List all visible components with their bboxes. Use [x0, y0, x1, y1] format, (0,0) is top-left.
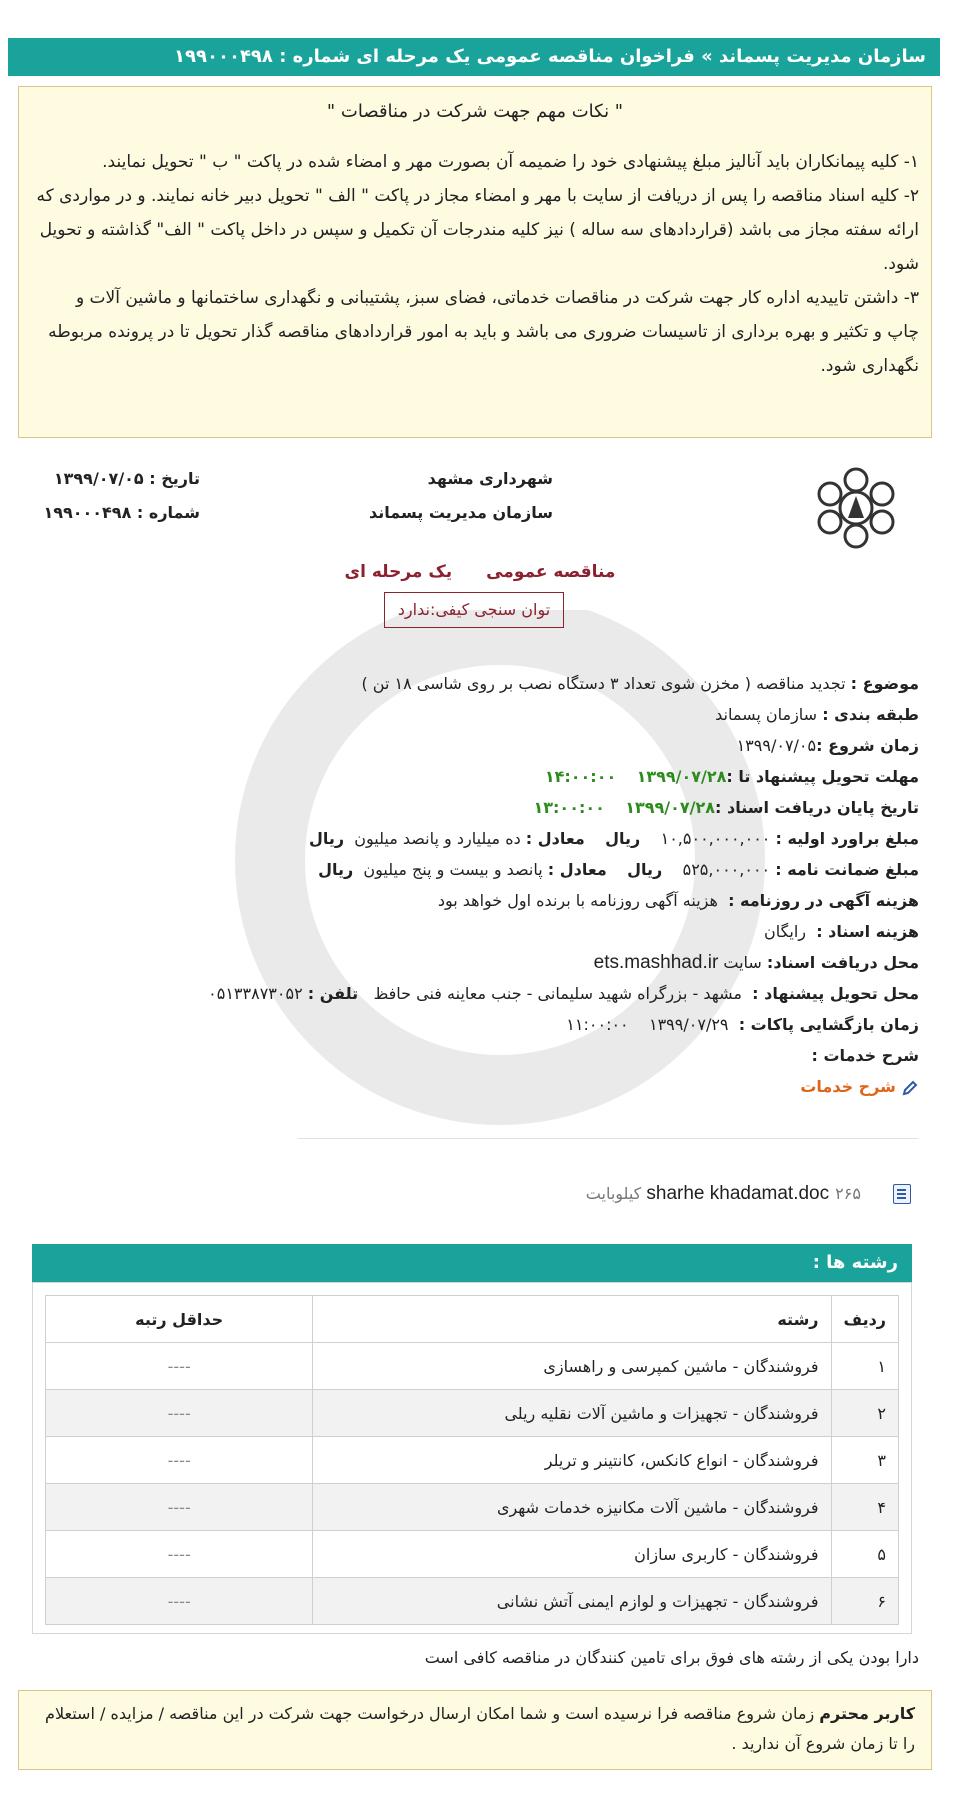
note-line: ۳- داشتن تاییدیه اداره کار جهت شرکت در مناقصات خدماتی، فضای سبز، پشتیبانی و نگهداری ساختمانها و ماشین آلات و [75, 288, 919, 308]
table-row [46, 1343, 899, 1390]
row-index: ۴ [831, 1484, 898, 1531]
attachment-row [586, 1182, 911, 1205]
divider [298, 1138, 918, 1139]
estimate-words-rial: ریال [309, 829, 345, 848]
municipality-name: شهرداری مشهد [427, 469, 553, 488]
guarantee-equal-label: معادل : [547, 860, 607, 879]
start-value: ۱۳۹۹/۰۷/۰۵ [736, 736, 817, 755]
mashhad-municipality-logo-icon [806, 462, 906, 552]
doc-cost-value: رایگان [763, 922, 807, 941]
delivery-value: مشهد - بزرگراه شهید سلیمانی - جنب معاینه فنی حافظ [373, 984, 742, 1003]
table-row [46, 1390, 899, 1437]
opening-label: زمان بازگشایی پاکات : [738, 1015, 919, 1034]
row-field: فروشندگان - تجهیزات و لوازم ایمنی آتش نشانی [313, 1578, 831, 1625]
estimate-label: مبلغ براورد اولیه : [775, 829, 919, 848]
subject-value: تجدید مناقصه ( مخزن شوی تعداد ۳ دستگاه نصب بر روی شاسی ۱۸ تن ) [361, 674, 846, 693]
fields-note: دارا بودن یکی از رشته های فوق برای تامین کنندگان در مناقصه کافی است [424, 1648, 919, 1667]
estimate-value: ۱۰,۵۰۰,۰۰۰,۰۰۰ [660, 829, 771, 848]
deadline-date: ۱۳۹۹/۰۷/۲۸ [636, 767, 727, 786]
number-value: ۱۹۹۰۰۰۴۹۸ [43, 503, 132, 522]
doc-place-site-link[interactable]: ets.mashhad.ir [593, 952, 719, 973]
warning-title: کاربر محترم [819, 1704, 915, 1723]
doc-cost-label: هزینه اسناد : [816, 922, 919, 941]
date-value: ۱۳۹۹/۰۷/۰۵ [53, 469, 144, 488]
delivery-label: محل تحویل پیشنهاد : [752, 984, 919, 1003]
opening-time: ۱۱:۰۰:۰۰ [566, 1015, 629, 1034]
org-names [369, 462, 553, 530]
row-min-rank: ---- [46, 1531, 313, 1578]
guarantee-label: مبلغ ضمانت نامه : [775, 860, 919, 879]
row-min-rank: ---- [46, 1343, 313, 1390]
page-header-title: سازمان مدیریت پسماند » فراخوان مناقصه عمومی یک مرحله ای شماره : ۱۹۹۰۰۰۴۹۸ [8, 38, 940, 76]
ad-cost-value: هزینه آگهی روزنامه با برنده اول خواهد بود [437, 891, 718, 910]
row-field: فروشندگان - کاربری سازان [313, 1531, 831, 1578]
header-row-index: ردیف [831, 1296, 898, 1343]
organization-name: سازمان مدیریت پسماند [369, 503, 553, 522]
guarantee-words-rial: ریال [318, 860, 354, 879]
header-min-rank: حداقل رتبه [46, 1296, 313, 1343]
row-index: ۲ [831, 1390, 898, 1437]
date-number-block [40, 462, 200, 530]
start-label: زمان شروع : [816, 736, 919, 755]
deadline-label: مهلت تحویل پیشنهاد تا : [726, 767, 919, 786]
docs-end-date: ۱۳۹۹/۰۷/۲۸ [625, 798, 716, 817]
table-row [46, 1531, 899, 1578]
notes-title: " نکات مهم جهت شرکت در مناقصات " [326, 101, 624, 122]
start-time-warning [18, 1690, 932, 1770]
row-field: فروشندگان - ماشین آلات مکانیزه خدمات شهری [313, 1484, 831, 1531]
important-notes-box [18, 86, 932, 438]
row-field: فروشندگان - تجهیزات و ماشین آلات نقلیه ریلی [313, 1390, 831, 1437]
note-line: نگهداری شود. [820, 356, 919, 376]
row-index: ۱ [831, 1343, 898, 1390]
attachment-size-value: ۲۶۵ [835, 1184, 861, 1203]
pencil-icon [901, 1079, 919, 1097]
fields-table-container [32, 1282, 912, 1634]
row-field: فروشندگان - ماشین کمپرسی و راهسازی [313, 1343, 831, 1390]
tender-details [59, 668, 919, 1102]
estimate-equal-label: معادل : [525, 829, 585, 848]
estimate-rial: ریال [605, 829, 641, 848]
table-row [46, 1484, 899, 1531]
table-row [46, 1437, 899, 1484]
table-header-row [46, 1296, 899, 1343]
tender-type-stage: یک مرحله ای [344, 562, 453, 582]
row-field: فروشندگان - انواع کانکس، کانتینر و تریلر [313, 1437, 831, 1484]
note-line: ۱- کلیه پیمانکاران باید آنالیز مبلغ پیشنهادی خود را ضمیمه آن بصورت مهر و امضاء شده در پاکت " ب " تحویل نمایند. [102, 152, 919, 172]
row-index: ۳ [831, 1437, 898, 1484]
qualification-box: توان سنجی کیفی:ندارد [384, 592, 564, 628]
estimate-words: ده میلیارد و پانصد میلیون [354, 829, 521, 848]
opening-date: ۱۳۹۹/۰۷/۲۹ [648, 1015, 729, 1034]
phone-value: ۰۵۱۳۳۸۷۳۰۵۲ [208, 984, 303, 1003]
date-label: تاریخ : [149, 469, 200, 488]
note-line: شود. [882, 254, 919, 274]
doc-place-label: محل دریافت اسناد: [766, 953, 919, 972]
header-field: رشته [313, 1296, 831, 1343]
docs-end-label: تاریخ پایان دریافت اسناد : [715, 798, 919, 817]
row-min-rank: ---- [46, 1437, 313, 1484]
tender-type [300, 562, 660, 582]
attachment-size-unit: کیلوبایت [585, 1184, 642, 1203]
category-label: طبقه بندی : [822, 705, 919, 724]
guarantee-value: ۵۲۵,۰۰۰,۰۰۰ [682, 860, 771, 879]
subject-label: موضوع : [850, 674, 919, 693]
row-index: ۵ [831, 1531, 898, 1578]
word-document-icon [893, 1184, 911, 1204]
note-line: ۲- کلیه اسناد مناقصه را پس از دریافت از سایت با مهر و امضاء مجاز در پاکت " الف " تحویل دبیر خانه نمایند. و در مواردی که [36, 186, 919, 206]
guarantee-rial: ریال [627, 860, 663, 879]
row-min-rank: ---- [46, 1484, 313, 1531]
fields-table [45, 1295, 899, 1625]
deadline-time: ۱۴:۰۰:۰۰ [544, 767, 617, 786]
note-line: چاپ و تکثیر و بهره برداری از تاسیسات ضروری می باشد و باید به امور قراردادهای مناقصه گذار تحویل تا در پرونده مربوطه [48, 322, 919, 342]
services-label: شرح خدمات : [811, 1046, 919, 1065]
services-link[interactable] [800, 1077, 919, 1096]
tender-type-public: مناقصه عمومی [486, 562, 616, 582]
ad-cost-label: هزینه آگهی در روزنامه : [728, 891, 919, 910]
number-label: شماره : [136, 503, 200, 522]
attachment-link[interactable]: sharhe khadamat.doc [646, 1183, 830, 1204]
guarantee-words: پانصد و بیست و پنج میلیون [363, 860, 543, 879]
row-min-rank: ---- [46, 1390, 313, 1437]
table-row [46, 1578, 899, 1625]
fields-section-title: رشته ها : [32, 1244, 912, 1282]
phone-label: تلفن : [307, 984, 359, 1003]
services-link-label: شرح خدمات [800, 1077, 896, 1096]
row-min-rank: ---- [46, 1578, 313, 1625]
docs-end-time: ۱۳:۰۰:۰۰ [533, 798, 605, 817]
note-line: ارائه سفته مجاز می باشد (قراردادهای سه ساله ) نیز کلیه مندرجات آن تکمیل و سپس در داخل پاکت " الف" گذاشته و تحویل [39, 220, 919, 240]
category-value: سازمان پسماند [715, 705, 818, 724]
doc-place-prefix: سایت [723, 953, 762, 972]
warning-text: زمان شروع مناقصه فرا نرسیده است و شما امکان ارسال درخواست جهت شرکت در این مناقصه / مزایده / استعلام را تا زمان شروع آن ندارید . [45, 1704, 915, 1753]
row-index: ۶ [831, 1578, 898, 1625]
